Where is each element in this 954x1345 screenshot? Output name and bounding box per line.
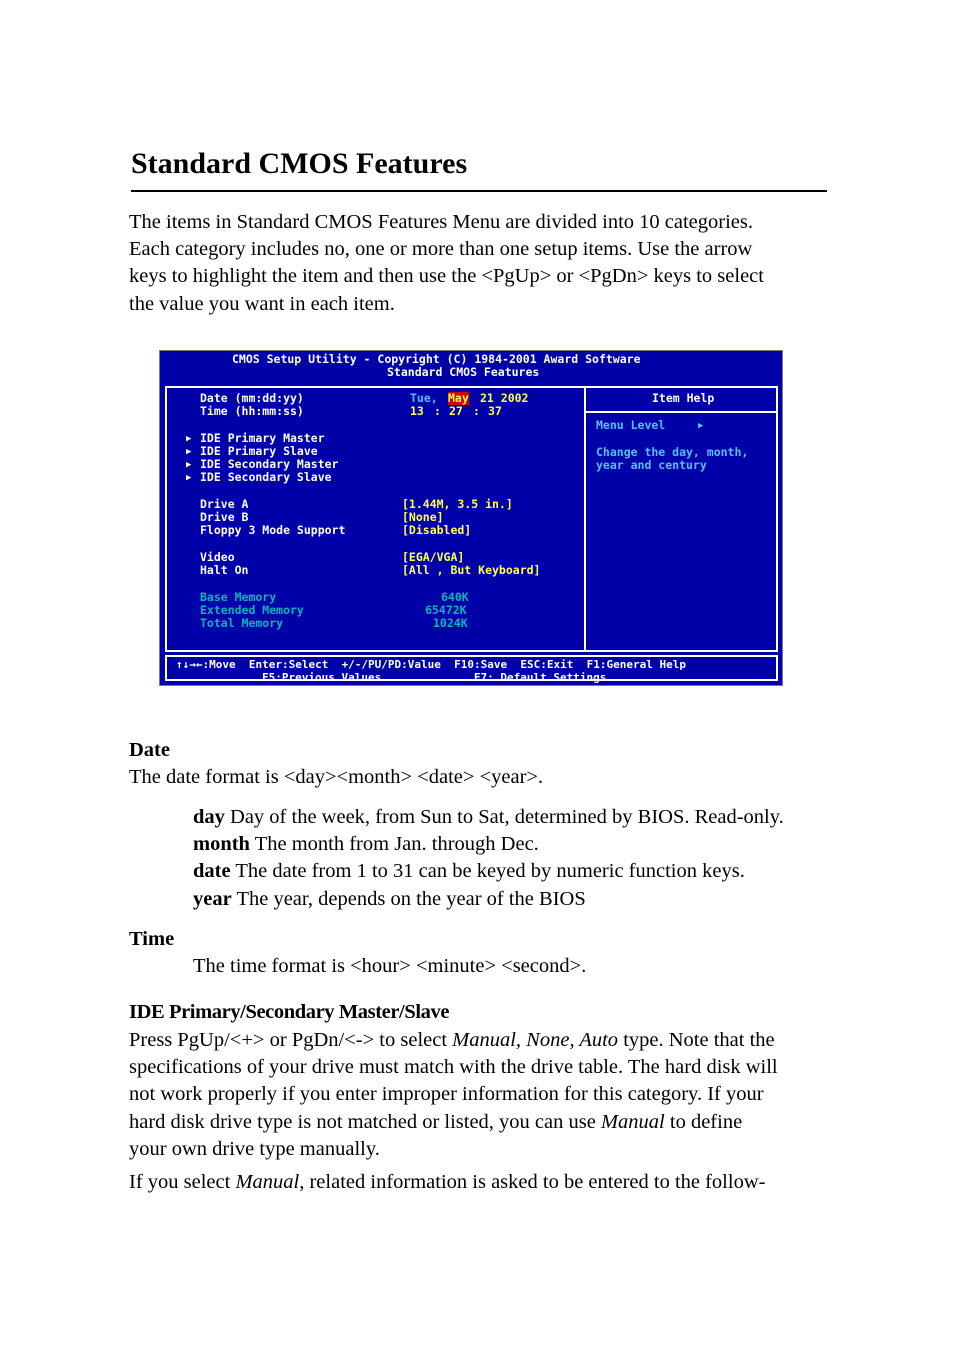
bios-screenshot — [159, 350, 783, 686]
bios-extended-memory-label: Extended Memory — [200, 603, 304, 617]
bios-item-help-title: Item Help — [652, 391, 715, 405]
bios-video-label[interactable]: Video — [200, 550, 235, 564]
intro-line: keys to highlight the item and then use the <PgUp> or <PgDn> keys to select — [129, 265, 764, 288]
bios-header-copyright: CMOS Setup Utility - Copyright (C) 1984-2001 Award Software — [232, 352, 641, 366]
intro-line: The items in Standard CMOS Features Menu are divided into 10 categories. — [129, 211, 753, 233]
ide-line — [129, 1109, 778, 1136]
bios-total-memory-value: 1024K — [433, 616, 468, 630]
bios-time-second[interactable]: 37 — [488, 404, 502, 418]
term: day — [193, 806, 225, 828]
bios-floppy-mode-label[interactable]: Floppy 3 Mode Support — [200, 523, 346, 537]
definition: The month from Jan. through Dec. — [249, 833, 539, 856]
submenu-arrow-icon: ▶ — [186, 447, 192, 457]
definition: Day of the week, from Sun to Sat, determined by BIOS. Read-only. — [224, 806, 784, 828]
bios-date-rest[interactable]: 21 2002 — [480, 391, 529, 405]
bios-submenu-ide-primary-master[interactable]: IDE Primary Master — [200, 431, 325, 445]
bios-date-month-selected[interactable]: May — [448, 391, 469, 405]
ide-manual-paragraph — [129, 1169, 765, 1196]
bios-time-label[interactable]: Time (hh:mm:ss) — [200, 404, 304, 418]
bios-floppy-mode-value[interactable]: [Disabled] — [402, 523, 472, 537]
date-field-list — [193, 804, 784, 913]
submenu-arrow-icon: ▶ — [186, 460, 192, 470]
page-title: Standard CMOS Features — [131, 147, 468, 180]
bios-total-memory-label: Total Memory — [200, 616, 284, 630]
bios-time-sep: : — [434, 404, 441, 418]
ide-line: your own drive type manually. — [129, 1137, 380, 1160]
bios-extended-memory-value: 65472K — [425, 603, 467, 617]
ide-line — [129, 1027, 778, 1054]
text: type. Note that the — [618, 1029, 775, 1051]
time-heading: Time — [129, 928, 175, 950]
term: year — [193, 887, 232, 910]
bios-help-text: Change the day, month, — [596, 445, 749, 459]
bios-date-day: Tue, — [410, 391, 438, 405]
term: month — [193, 833, 250, 856]
bios-header-title: Standard CMOS Features — [387, 365, 540, 379]
title-divider — [131, 190, 827, 192]
bios-date-label[interactable]: Date (mm:dd:yy) — [200, 391, 304, 405]
ide-line: not work properly if you enter improper information for this category. If your — [129, 1083, 764, 1106]
intro-line: the value you want in each item. — [129, 292, 395, 315]
text: to define — [664, 1110, 743, 1133]
bios-submenu-ide-secondary-master[interactable]: IDE Secondary Master — [200, 457, 339, 471]
date-field-item — [193, 886, 784, 913]
text: hard disk drive type is not matched or listed, you can use — [129, 1110, 601, 1133]
bios-video-value[interactable]: [EGA/VGA] — [402, 550, 465, 564]
bios-drive-a-value[interactable]: [1.44M, 3.5 in.] — [402, 497, 513, 511]
bios-halt-on-value[interactable]: [All , But Keyboard] — [402, 563, 541, 577]
ide-line: specifications of your drive must match with the drive table. The hard disk will — [129, 1056, 778, 1079]
bios-time-hour[interactable]: 13 — [410, 404, 424, 418]
bios-frame-divider — [584, 386, 586, 652]
intro-line: Each category includes no, one or more than one setup items. Use the arrow — [129, 238, 753, 261]
date-field-item — [193, 804, 784, 831]
submenu-arrow-icon: ▶ — [186, 473, 192, 483]
submenu-arrow-icon: ▶ — [186, 434, 192, 444]
bios-halt-on-label[interactable]: Halt On — [200, 563, 249, 577]
date-heading: Date — [129, 739, 170, 761]
date-description: The date format is <day><month> <date> <year>. — [129, 766, 544, 788]
bios-time-sep: : — [473, 404, 480, 418]
ide-paragraph — [129, 1027, 778, 1163]
emphasis: Manual — [235, 1171, 300, 1193]
definition: The date from 1 to 31 can be keyed by numeric function keys. — [230, 860, 745, 883]
bios-submenu-ide-primary-slave[interactable]: IDE Primary Slave — [200, 444, 318, 458]
bios-footer-keys: ↑↓→←:Move Enter:Select +/-/PU/PD:Value F10:Save ESC:Exit F1:General Help — [176, 658, 686, 671]
bios-drive-b-value[interactable]: [None] — [402, 510, 444, 524]
time-description: The time format is <hour> <minute> <second>. — [193, 955, 587, 977]
bios-drive-b-label[interactable]: Drive B — [200, 510, 249, 524]
definition: The year, depends on the year of the BIOS — [231, 887, 586, 910]
bios-footer-keys: F5:Previous Values F7: Default Settings — [262, 671, 607, 684]
intro-paragraph — [129, 209, 829, 318]
menu-level-arrow-icon: ▶ — [698, 421, 704, 431]
bios-help-divider — [584, 411, 778, 413]
emphasis: Manual, None, Auto — [452, 1029, 619, 1051]
bios-help-text: year and century — [596, 458, 707, 472]
text: Press PgUp/<+> or PgDn/<-> to select — [129, 1029, 453, 1051]
ide-heading: IDE Primary/Secondary Master/Slave — [129, 1001, 450, 1023]
bios-submenu-ide-secondary-slave[interactable]: IDE Secondary Slave — [200, 470, 332, 484]
bios-drive-a-label[interactable]: Drive A — [200, 497, 249, 511]
bios-base-memory-value: 640K — [441, 590, 469, 604]
bios-menu-level: Menu Level — [596, 418, 666, 432]
bios-base-memory-label: Base Memory — [200, 590, 277, 604]
term: date — [193, 860, 231, 883]
date-field-item — [193, 858, 784, 885]
text: , related information is asked to be entered to the follow- — [299, 1171, 766, 1193]
emphasis: Manual — [600, 1110, 665, 1133]
bios-time-minute[interactable]: 27 — [449, 404, 463, 418]
text: If you select — [129, 1171, 236, 1193]
date-field-item — [193, 831, 784, 858]
